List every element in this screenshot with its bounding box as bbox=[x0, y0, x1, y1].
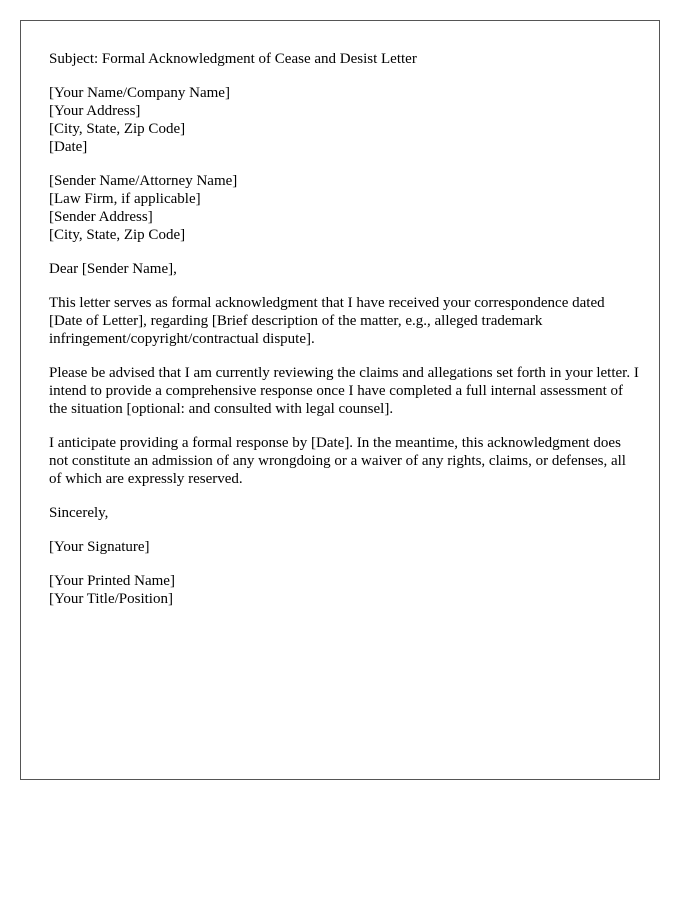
signature-block bbox=[49, 538, 639, 556]
sender-address-block bbox=[49, 84, 639, 156]
salutation: Dear [Sender Name], bbox=[49, 261, 177, 277]
printed-name: [Your Printed Name] bbox=[49, 573, 175, 589]
body-paragraph-reservation: I anticipate providing a formal response by [Date]. In the meantime, this acknowledgment does not constitute an admission of any wrongdoing or a waiver of any rights, claims, or defenses, all of which are expressly reserved. bbox=[49, 435, 626, 487]
subject-line-block bbox=[49, 50, 639, 68]
body-paragraph-acknowledgment: This letter serves as formal acknowledgment that I have received your correspondence dated [Date of Letter], regarding [Brief description of the matter, e.g., alleged trademark infringement/copyright/contractual dispute]. bbox=[49, 295, 605, 347]
sender-city-state-zip: [City, State, Zip Code] bbox=[49, 121, 186, 137]
recipient-law-firm: [Law Firm, if applicable] bbox=[49, 191, 201, 207]
subject-line: Subject: Formal Acknowledgment of Cease and Desist Letter bbox=[49, 51, 417, 67]
sender-name: [Your Name/Company Name] bbox=[49, 85, 230, 101]
printed-name-block bbox=[49, 572, 639, 608]
title-position: [Your Title/Position] bbox=[49, 591, 173, 607]
recipient-name: [Sender Name/Attorney Name] bbox=[49, 173, 238, 189]
closing-block bbox=[49, 504, 639, 522]
recipient-address-block bbox=[49, 172, 639, 244]
sender-address: [Your Address] bbox=[49, 103, 141, 119]
body-paragraph-review: Please be advised that I am currently reviewing the claims and allegations set forth in your letter. I intend to provide a comprehensive response once I have completed a full internal assessment of the situation [optional: and consulted with legal counsel]. bbox=[49, 365, 639, 417]
letter-body bbox=[49, 50, 639, 624]
recipient-address: [Sender Address] bbox=[49, 209, 153, 225]
letter-page bbox=[20, 20, 660, 780]
closing: Sincerely, bbox=[49, 505, 109, 521]
recipient-city-state-zip: [City, State, Zip Code] bbox=[49, 227, 186, 243]
salutation-block bbox=[49, 260, 639, 278]
signature: [Your Signature] bbox=[49, 539, 150, 555]
letter-date: [Date] bbox=[49, 139, 88, 155]
